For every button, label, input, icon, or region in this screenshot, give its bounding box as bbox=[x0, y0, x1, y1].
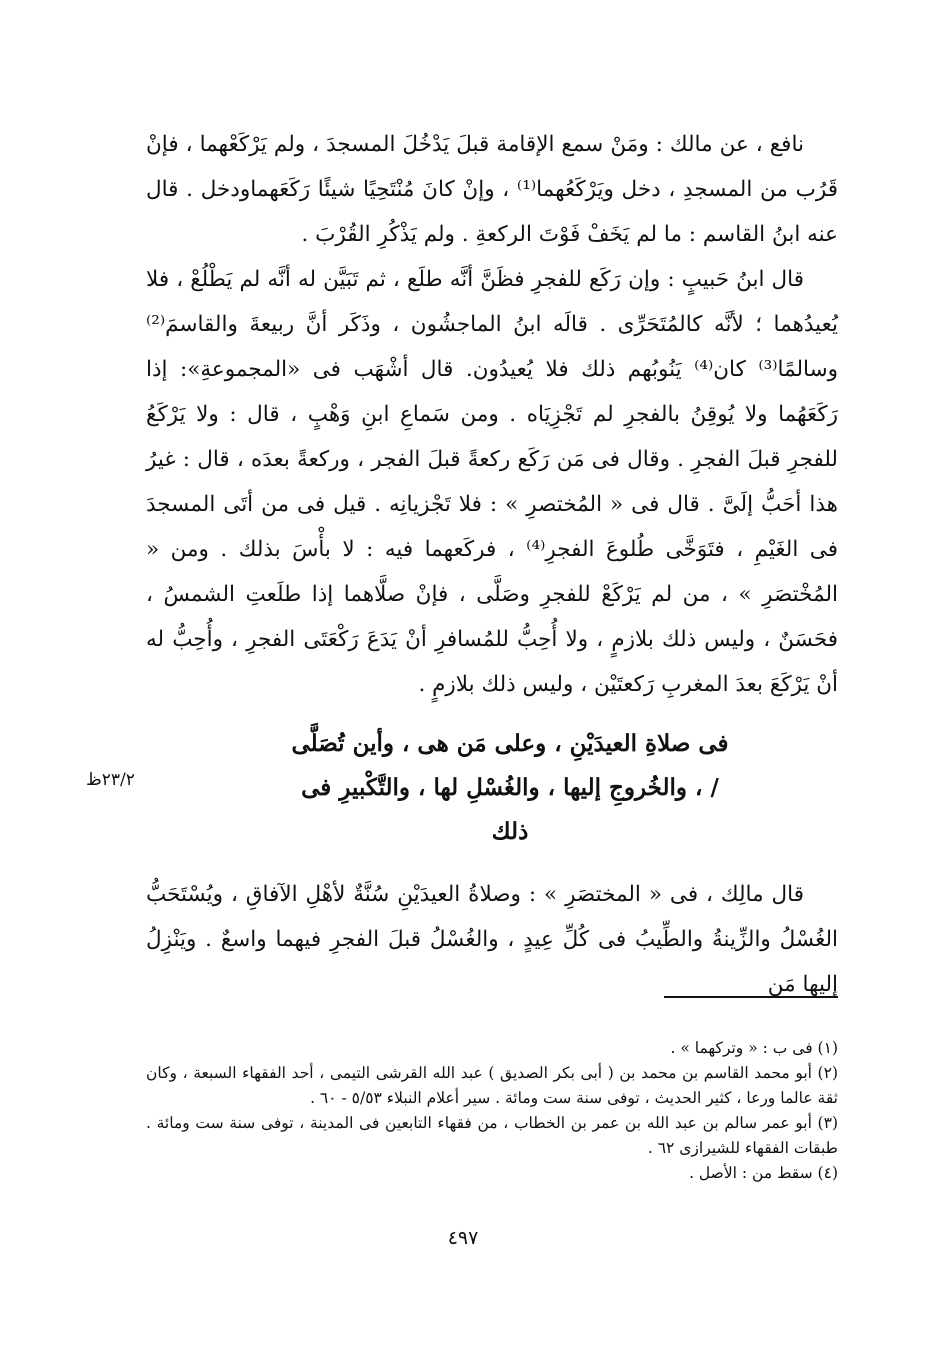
manuscript-folio-reference: ٢٣/٢ظ bbox=[86, 770, 135, 790]
heading-line-2: / ، والخُروجِ إليها ، والغُسْلِ لها ، والتَّكْبيرِ فى bbox=[301, 774, 719, 801]
section-heading bbox=[160, 722, 860, 854]
heading-line-1: فى صلاةِ العيدَيْنِ ، وعلى مَن هى ، وأين تُصَلَّى bbox=[291, 730, 729, 757]
paragraph-eid-prayer: قال مالِك ، فى « المختصَرِ » : وصلاةُ العيدَيْنِ سُنَّةٌ لأهْلِ الآفاقِ ، ويُسْتَحَبُّ الغُسْلُ والزِّينةُ والطِّيبُ فى كُلِّ عِيدٍ ، والغُسْلُ قبلَ الفجرِ فيهما واسعٌ . ويَنْزِلُ إليها مَن bbox=[146, 882, 838, 997]
footnote-2: (٢) أبو محمد القاسم بن محمد بن ( أبى بكر الصديق ) عبد الله القرشى التيمى ، أحد الفقهاء السبعة ، وكان ثقة عالما ورعا ، كثير الحديث ، توفى سنة ست ومائة . سير أعلام النبلاء ٥/٥٣ - ٦٠ . bbox=[146, 1064, 838, 1107]
paragraph-ibn-habib: قال ابنُ حَبيبٍ : وإن رَكَع للفجرِ فظَنَّ أنَّه طلَع ، ثم تَبَيَّن له أنَّه لم يَطْلُعْ ، فلا يُعيدُهما ؛ لأنَّه كالمُتَحَرِّى . قالَه ابنُ الماجشُون ، وذَكَر أنَّ ربيعةَ والقاسمَ⁽²⁾ وسالمًا⁽³⁾ كان⁽⁴⁾ يَنُوبُهم ذلك فلا يُعيدُون. قال أشْهَب فى «المجموعةِ»: إذا رَكَعَهُما ولا يُوقِنُ بالفجرِ لم تَجْزِيَاه . ومن سَماعِ ابنِ وَهْبٍ ، قال : ولا يَرْكَعُ للفجرِ قبلَ الفجرِ . وقال فى مَن رَكَع ركعةً قبلَ الفجر ، وركعةً بعدَه ، قال : غيرُ هذا أحَبُّ إلَىَّ . قال فى « المُختصرِ » : فلا تَجْزيانِه . قيل فى من أتَى المسجدَ فى الغَيْمِ ، فتَوَخَّى طُلوعَ الفجرِ⁽⁴⁾ ، فركَعهما فيه : لا بأْسَ بذلك . ومن « المُخْتصَرِ » ، من لم يَرْكَعْ للفجرِ وصَلَّى ، فإنْ صلَّاهما إذا طلَعتِ الشمسُ ، فحَسَنٌ ، وليس ذلك بلازمٍ ، ولا أُحِبُّ للمُسافرِ أنْ يَدَعَ رَكْعَتَى الفجرِ ، وأُحِبُّ له أنْ يَرْكَعَ بعدَ المغربِ رَكعتَيْن ، وليس ذلك بلازمٍ . bbox=[146, 267, 838, 697]
footnote-4: (٤) سقط من : الأصل . bbox=[689, 1164, 838, 1182]
footnotes bbox=[146, 1036, 838, 1186]
page-number: ٤٩٧ bbox=[447, 1227, 479, 1249]
footnote-1: (١) فى ب : « وتركهما » . bbox=[670, 1039, 838, 1057]
heading-line-3: ذلك bbox=[491, 818, 529, 845]
footnote-3: (٣) أبو عمر سالم بن عبد الله بن عمر بن الخطاب ، من فقهاء التابعين فى المدينة ، توفى سنة ست ومائة . طبقات الفقهاء للشيرازى ٦٢ . bbox=[146, 1114, 838, 1157]
paragraph-nafi: نافع ، عن مالك : ومَنْ سمع الإقامة قبلَ يَدْخُلَ المسجدَ ، ولم يَرْكَعْهما ، فإنْ قَرُب من المسجدِ ، دخل ويَرْكَعُهما⁽¹⁾ ، وإنْ كانَ مُنْتَحِيًا شيئًا رَكَعَهماودخل . قال عنه ابنُ القاسم : ما لم يَخَفْ فَوْتَ الركعةِ . ولم يَذْكُرِ القُرْبَ . bbox=[146, 132, 838, 247]
section-text bbox=[146, 872, 838, 1007]
main-text bbox=[146, 122, 838, 707]
footnote-divider bbox=[664, 996, 838, 998]
